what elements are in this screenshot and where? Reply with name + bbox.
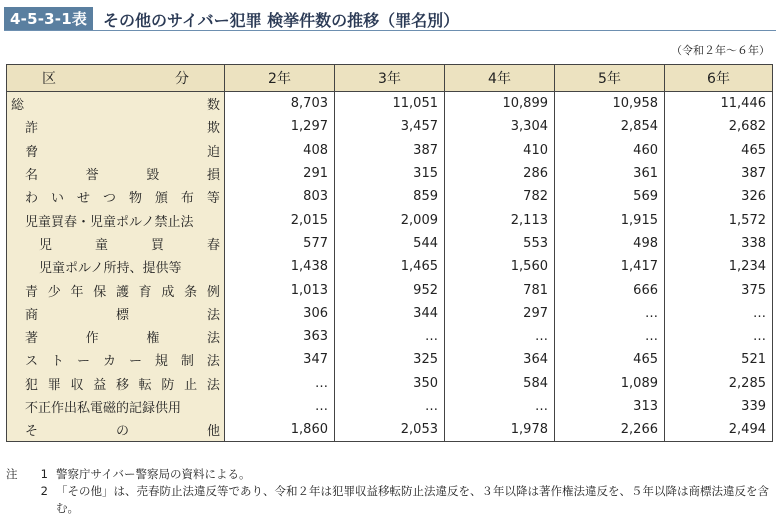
period-note: （令和２年～６年）: [671, 44, 770, 57]
value-cell: 498: [555, 232, 665, 255]
row-label-char: 例: [206, 284, 220, 300]
row-label-char: 条: [184, 284, 198, 300]
footnote-number: 1: [40, 467, 48, 481]
row-label: 児童買春・児童ポルノ禁止法: [7, 208, 225, 231]
value-cell: 2,854: [555, 115, 665, 138]
value-cell: 577: [225, 232, 335, 255]
row-label-char: 防: [161, 377, 175, 393]
value-cell: 291: [225, 162, 335, 185]
table-row: [7, 302, 773, 325]
row-label: [7, 418, 225, 442]
row-label: [7, 372, 225, 395]
value-cell: 1,417: [555, 255, 665, 278]
row-label-char: 詐: [25, 121, 39, 137]
footnote-text: 警察庁サイバー警察局の資料による。: [56, 467, 251, 481]
row-label: [7, 302, 225, 325]
value-cell: 350: [335, 372, 445, 395]
value-cell: 297: [445, 302, 555, 325]
row-label-char: い: [50, 191, 64, 207]
table-row: [7, 372, 773, 395]
row-label-char: カ: [102, 354, 116, 370]
header-year: 2年: [225, 65, 335, 92]
value-cell: 11,051: [335, 92, 445, 116]
value-cell: …: [665, 302, 773, 325]
value-cell: 952: [335, 278, 445, 301]
row-label-char: そ: [25, 424, 39, 440]
row-label-char: 育: [138, 284, 152, 300]
value-cell: …: [225, 372, 335, 395]
row-label-char: 年: [70, 284, 84, 300]
row-label: [7, 278, 225, 301]
value-cell: 410: [445, 139, 555, 162]
value-cell: 465: [555, 348, 665, 371]
row-label-char: 毀: [146, 168, 160, 184]
value-cell: 361: [555, 162, 665, 185]
value-cell: 1,089: [555, 372, 665, 395]
header-year: 4年: [445, 65, 555, 92]
value-cell: 2,113: [445, 208, 555, 231]
row-label-char: 損: [206, 168, 220, 184]
row-label-char: の: [115, 424, 129, 440]
value-cell: …: [445, 325, 555, 348]
footnote-head: 注: [6, 467, 18, 481]
row-label-char: 総: [11, 98, 25, 114]
row-label: 不正作出私電磁的記録供用: [7, 395, 225, 418]
value-cell: …: [335, 395, 445, 418]
row-label-char: 法: [206, 307, 220, 323]
table-row: [7, 325, 773, 348]
table-row: [7, 115, 773, 138]
row-label-char: せ: [76, 191, 90, 207]
footnote-number: 2: [40, 484, 48, 498]
value-cell: 338: [665, 232, 773, 255]
row-label-char: 標: [115, 307, 129, 323]
row-label: [7, 185, 225, 208]
row-label-char: 誉: [85, 168, 99, 184]
row-label: [7, 115, 225, 138]
row-label-char: 規: [154, 354, 168, 370]
page-title: その他のサイバー犯罪 検挙件数の推移（罪名別）: [103, 10, 460, 30]
row-label-char: 権: [146, 331, 160, 347]
table-row: [7, 348, 773, 371]
row-label-char: 童: [94, 237, 108, 253]
row-label-char: 青: [25, 284, 39, 300]
value-cell: …: [555, 325, 665, 348]
value-cell: …: [335, 325, 445, 348]
value-cell: 781: [445, 278, 555, 301]
row-label-char: 法: [206, 354, 220, 370]
value-cell: 1,234: [665, 255, 773, 278]
row-label-char: ト: [50, 354, 64, 370]
row-label-char: 法: [206, 331, 220, 347]
value-cell: 325: [335, 348, 445, 371]
header-category: [7, 65, 225, 92]
row-label-char: 作: [85, 331, 99, 347]
value-cell: …: [445, 395, 555, 418]
title-divider: [4, 30, 776, 31]
table-row: [7, 185, 773, 208]
row-label-char: 著: [25, 331, 39, 347]
table-row: [7, 232, 773, 255]
value-cell: 11,446: [665, 92, 773, 116]
value-cell: 465: [665, 139, 773, 162]
footnotes: [6, 466, 772, 517]
value-cell: …: [555, 302, 665, 325]
value-cell: 2,009: [335, 208, 445, 231]
value-cell: 408: [225, 139, 335, 162]
value-cell: 8,703: [225, 92, 335, 116]
value-cell: 1,915: [555, 208, 665, 231]
row-label-char: 脅: [25, 144, 39, 160]
footnote-item: [6, 483, 772, 517]
header-year: 5年: [555, 65, 665, 92]
value-cell: 286: [445, 162, 555, 185]
table-row: [7, 208, 773, 231]
row-label-char: 益: [93, 377, 107, 393]
row-label: [7, 139, 225, 162]
table-row: [7, 162, 773, 185]
row-label-char: 買: [150, 237, 164, 253]
value-cell: 306: [225, 302, 335, 325]
value-cell: 2,285: [665, 372, 773, 395]
value-cell: 782: [445, 185, 555, 208]
value-cell: 584: [445, 372, 555, 395]
row-label-char: 護: [115, 284, 129, 300]
row-label-char: 犯: [25, 377, 39, 393]
row-label: [7, 92, 225, 116]
value-cell: 1,860: [225, 418, 335, 442]
value-cell: 339: [665, 395, 773, 418]
table-header-row: [7, 65, 773, 92]
row-label-char: 等: [206, 191, 220, 207]
row-label-char: ス: [25, 354, 39, 370]
value-cell: 10,899: [445, 92, 555, 116]
header-category-char-1: 区: [42, 71, 56, 87]
header-year: 6年: [665, 65, 773, 92]
row-label: [7, 232, 225, 255]
value-cell: 2,015: [225, 208, 335, 231]
row-label-char: 収: [70, 377, 84, 393]
row-label-char: 物: [128, 191, 142, 207]
table-body: [7, 92, 773, 442]
row-label-char: つ: [102, 191, 116, 207]
value-cell: 1,560: [445, 255, 555, 278]
value-cell: 460: [555, 139, 665, 162]
row-label-char: 罪: [47, 377, 61, 393]
value-cell: 569: [555, 185, 665, 208]
row-label-char: 名: [25, 168, 39, 184]
value-cell: 364: [445, 348, 555, 371]
row-label-char: 迫: [206, 144, 220, 160]
footnote-item: [6, 466, 772, 483]
value-cell: 666: [555, 278, 665, 301]
value-cell: 3,457: [335, 115, 445, 138]
value-cell: 1,297: [225, 115, 335, 138]
value-cell: 387: [665, 162, 773, 185]
row-label-char: 商: [25, 307, 39, 323]
row-label: [7, 348, 225, 371]
row-label: 児童ポルノ所持、提供等: [7, 255, 225, 278]
value-cell: 363: [225, 325, 335, 348]
header-year: 3年: [335, 65, 445, 92]
value-cell: 1,572: [665, 208, 773, 231]
value-cell: 553: [445, 232, 555, 255]
row-label-char: 止: [184, 377, 198, 393]
row-label-char: 児: [39, 237, 53, 253]
header-category-char-2: 分: [175, 71, 189, 87]
value-cell: …: [225, 395, 335, 418]
table-row: [7, 139, 773, 162]
row-label-char: 頒: [154, 191, 168, 207]
value-cell: 347: [225, 348, 335, 371]
value-cell: 2,053: [335, 418, 445, 442]
table-title: [4, 6, 774, 32]
row-label-char: 保: [93, 284, 107, 300]
value-cell: 315: [335, 162, 445, 185]
value-cell: 1,465: [335, 255, 445, 278]
value-cell: 3,304: [445, 115, 555, 138]
value-cell: 521: [665, 348, 773, 371]
statistics-table: [6, 64, 773, 442]
value-cell: 2,682: [665, 115, 773, 138]
value-cell: 1,978: [445, 418, 555, 442]
table-row: [7, 395, 773, 418]
row-label-char: わ: [25, 191, 39, 207]
row-label-char: 法: [206, 377, 220, 393]
table-row: [7, 92, 773, 116]
row-label-char: 数: [206, 98, 220, 114]
row-label-char: 春: [206, 237, 220, 253]
table-row: [7, 418, 773, 442]
value-cell: 2,494: [665, 418, 773, 442]
value-cell: 1,013: [225, 278, 335, 301]
table-row: [7, 255, 773, 278]
table-number-badge: 4-5-3-1表: [4, 7, 93, 31]
row-label: [7, 325, 225, 348]
row-label-char: 制: [180, 354, 194, 370]
row-label-char: 成: [161, 284, 175, 300]
value-cell: 10,958: [555, 92, 665, 116]
row-label-char: 転: [138, 377, 152, 393]
value-cell: 387: [335, 139, 445, 162]
row-label-char: 欺: [206, 121, 220, 137]
row-label: [7, 162, 225, 185]
value-cell: 326: [665, 185, 773, 208]
value-cell: 313: [555, 395, 665, 418]
value-cell: 2,266: [555, 418, 665, 442]
row-label-char: 布: [180, 191, 194, 207]
row-label-char: 他: [206, 424, 220, 440]
value-cell: 1,438: [225, 255, 335, 278]
row-label-char: ー: [128, 354, 142, 370]
row-label-char: ー: [76, 354, 90, 370]
value-cell: 375: [665, 278, 773, 301]
value-cell: 803: [225, 185, 335, 208]
row-label-char: 移: [115, 377, 129, 393]
value-cell: …: [665, 325, 773, 348]
table-row: [7, 278, 773, 301]
value-cell: 544: [335, 232, 445, 255]
value-cell: 859: [335, 185, 445, 208]
value-cell: 344: [335, 302, 445, 325]
footnote-text: 「その他」は、売春防止法違反等であり、令和２年は犯罪収益移転防止法違反を、３年以降は著作権法違反を、５年以降は商標法違反を含む。: [56, 484, 769, 515]
row-label-char: 少: [47, 284, 61, 300]
